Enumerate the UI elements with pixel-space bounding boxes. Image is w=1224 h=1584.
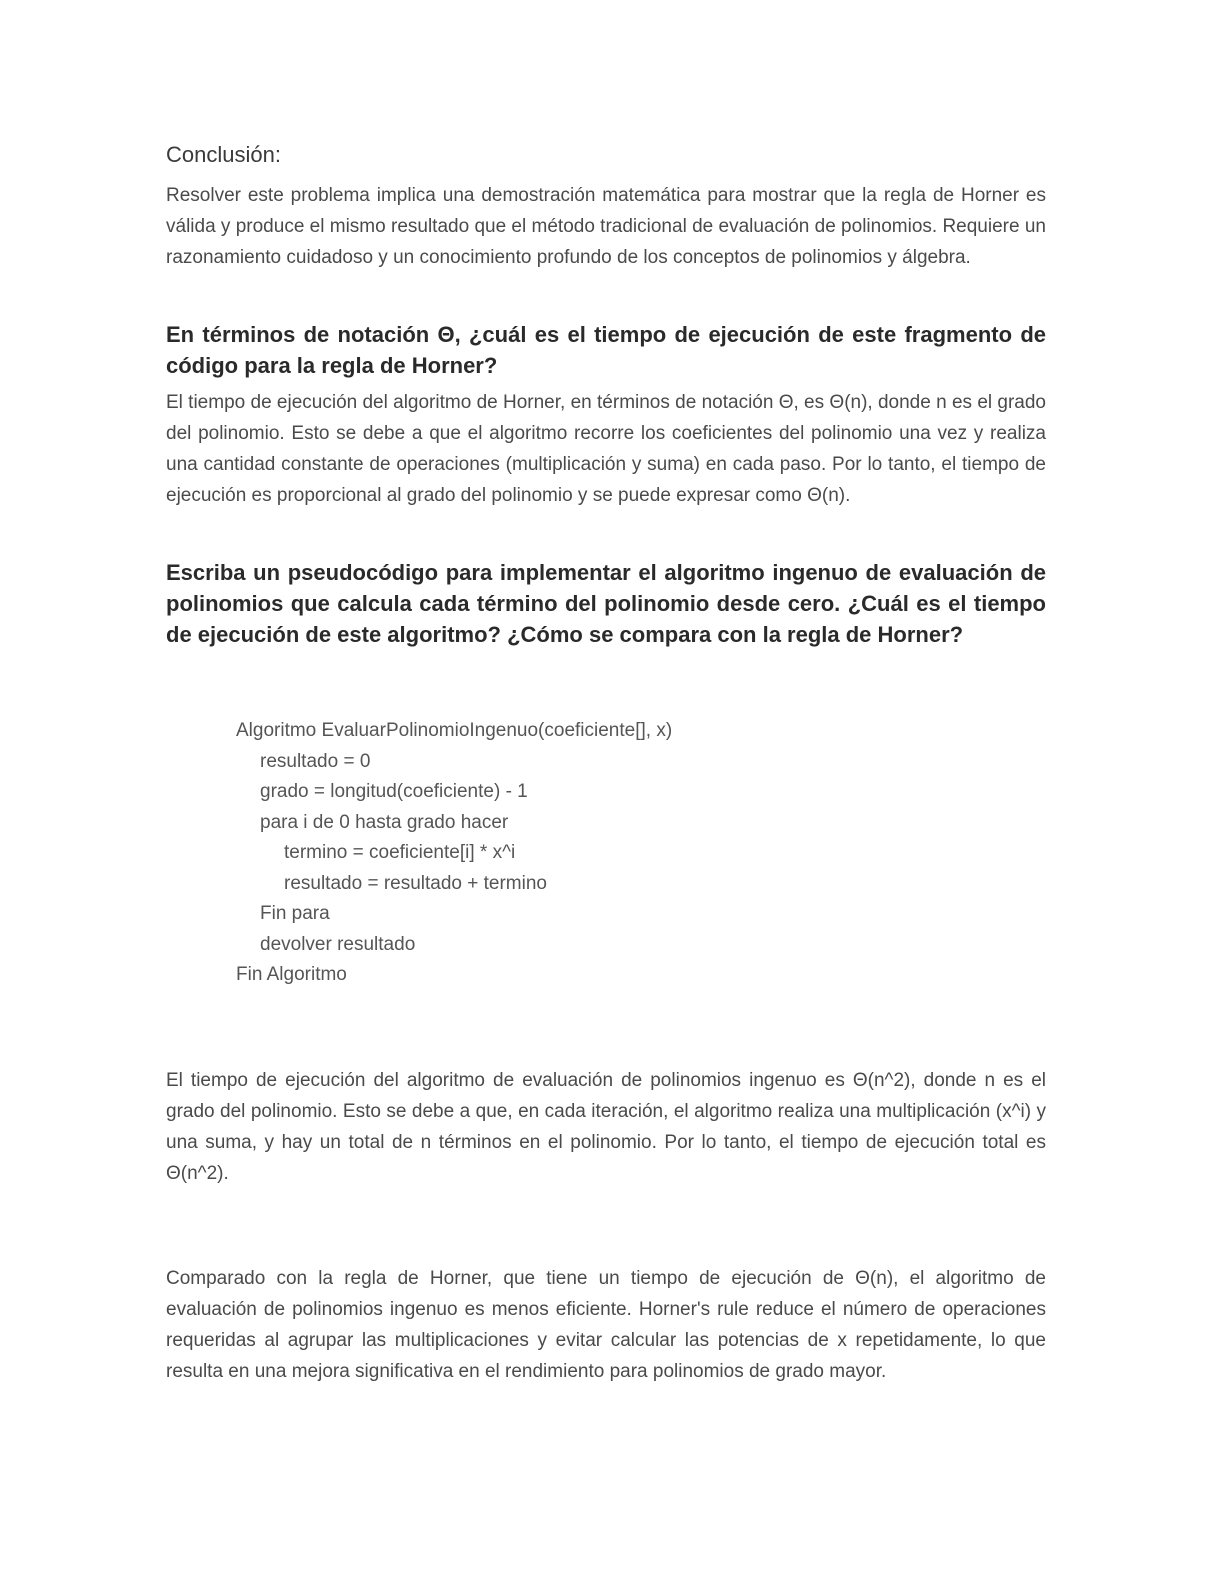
conclusion-heading: Conclusión: [166,142,281,167]
runtime-paragraph: El tiempo de ejecución del algoritmo de evaluación de polinomios ingenuo es Θ(n^2), donde n es el grado del polinomio. Esto se debe a que, en cada iteración, el algoritmo realiza una multiplicación (x^i) y una suma, y hay un total de n términos en el polinomio. Por lo tanto, el tiempo de ejecución total es Θ(n^2). [166,1069,1046,1184]
code-line: resultado = 0 [260,750,371,772]
code-line: Algoritmo EvaluarPolinomioIngenuo(coeficiente[], x) [236,720,673,741]
code-line: para i de 0 hasta grado hacer [260,811,509,833]
document-page [166,140,1046,1387]
question-1-heading: En términos de notación Θ, ¿cuál es el tiempo de ejecución de este fragmento de código para la regla de Horner? [166,322,1046,378]
code-line: termino = coeficiente[i] * x^i [284,842,516,863]
code-line: resultado = resultado + termino [284,872,547,894]
code-line: devolver resultado [260,933,416,955]
question-2-heading: Escriba un pseudocódigo para implementar el algoritmo ingenuo de evaluación de polinomios que calcula cada término del polinomio desde cero. ¿Cuál es el tiempo de ejecución de este algoritmo? ¿Cómo se compara con la regla de Horner? [166,560,1046,647]
code-line: Fin Algoritmo [236,964,347,985]
code-line: grado = longitud(coeficiente) - 1 [260,781,528,802]
code-line: Fin para [260,903,330,924]
question-1-answer: El tiempo de ejecución del algoritmo de Horner, en términos de notación Θ, es Θ(n), donde n es el grado del polinomio. Esto se debe a que el algoritmo recorre los coeficientes del polinomio una vez y realiza una cantidad constante de operaciones (multiplicación y suma) en cada paso. Por lo tanto, el tiempo de ejecución es proporcional al grado del polinomio y se puede expresar como Θ(n). [166,392,1046,506]
pseudocode-block [166,716,1046,991]
conclusion-paragraph: Resolver este problema implica una demostración matemática para mostrar que la regla de Horner es válida y produce el mismo resultado que el método tradicional de evaluación de polinomios. Requiere un razonamiento cuidadoso y un conocimiento profundo de los conceptos de polinomios y álgebra. [166,185,1046,268]
comparison-paragraph: Comparado con la regla de Horner, que tiene un tiempo de ejecución de Θ(n), el algoritmo de evaluación de polinomios ingenuo es menos eficiente. Horner's rule reduce el número de operaciones requeridas al agrupar las multiplicaciones y evitar calcular las potencias de x repetidamente, lo que resulta en una mejora significativa en el rendimiento para polinomios de grado mayor. [166,1267,1046,1382]
